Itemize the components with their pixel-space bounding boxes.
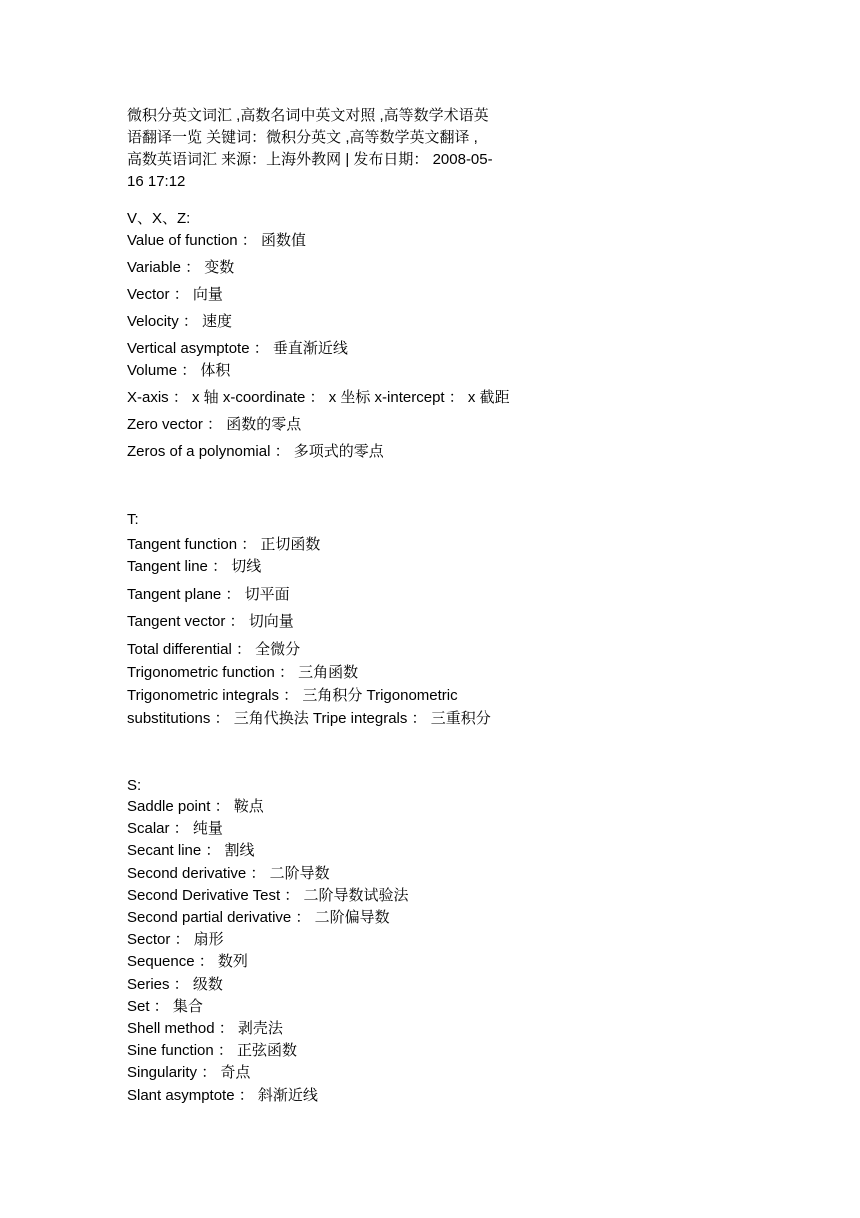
glossary-entry: Sine function ： 正弦函数 bbox=[127, 1042, 298, 1059]
glossary-entry: Second partial derivative ： 二阶偏导数 bbox=[127, 909, 390, 926]
glossary-entry: Slant asymptote ： 斜渐近线 bbox=[127, 1087, 318, 1104]
header-line: 微积分英文词汇 ,高数名词中英文对照 ,高等数学术语英 bbox=[127, 107, 489, 124]
glossary-entry: Zero vector ： 函数的零点 bbox=[127, 416, 302, 433]
glossary-entry: Vector ： 向量 bbox=[127, 286, 223, 303]
glossary-entry: Singularity ： 奇点 bbox=[127, 1064, 251, 1081]
glossary-entry: Tangent vector ： 切向量 bbox=[127, 613, 294, 630]
glossary-entry: Series ： 级数 bbox=[127, 976, 223, 993]
glossary-entry: Tangent plane ： 切平面 bbox=[127, 586, 290, 603]
glossary-entry: Shell method ： 剥壳法 bbox=[127, 1020, 283, 1037]
glossary-entry: Variable ： 变数 bbox=[127, 259, 235, 276]
header-line: 16 17:12 bbox=[127, 173, 186, 190]
glossary-entry: Secant line ： 割线 bbox=[127, 842, 255, 859]
glossary-entry: Trigonometric integrals ： 三角积分 Trigonometric bbox=[127, 687, 458, 704]
glossary-entry: Trigonometric function ： 三角函数 bbox=[127, 664, 359, 681]
section-heading-s: S: bbox=[127, 777, 142, 794]
glossary-entry: Saddle point ： 鞍点 bbox=[127, 798, 264, 815]
section-heading-t: T: bbox=[127, 511, 139, 528]
glossary-entry: X-axis ： x 轴 x-coordinate ： x 坐标 x-intercept ： x 截距 bbox=[127, 389, 510, 406]
glossary-entry: Velocity ： 速度 bbox=[127, 313, 233, 330]
glossary-entry: Sector ： 扇形 bbox=[127, 931, 224, 948]
glossary-entry: Set ： 集合 bbox=[127, 998, 203, 1015]
glossary-entry: substitutions ： 三角代换法 Tripe integrals ： 三重积分 bbox=[127, 710, 491, 727]
header-line: 高数英语词汇 来源：上海外教网 | 发布日期： 2008-05- bbox=[127, 151, 493, 168]
glossary-entry: Tangent line ： 切线 bbox=[127, 558, 262, 575]
glossary-entry: Second derivative ： 二阶导数 bbox=[127, 865, 330, 882]
glossary-entry: Vertical asymptote ： 垂直渐近线 bbox=[127, 340, 348, 357]
glossary-entry: Value of function ： 函数值 bbox=[127, 232, 306, 249]
glossary-entry: Second Derivative Test ： 二阶导数试验法 bbox=[127, 887, 409, 904]
section-heading-vxz: V、X、Z: bbox=[127, 210, 191, 227]
glossary-entry: Tangent function ： 正切函数 bbox=[127, 536, 321, 553]
glossary-entry: Total differential ： 全微分 bbox=[127, 641, 301, 658]
glossary-entry: Sequence ： 数列 bbox=[127, 953, 248, 970]
header-line: 语翻译一览 关键词：微积分英文 ,高等数学英文翻译 , bbox=[127, 129, 478, 146]
glossary-entry: Volume ： 体积 bbox=[127, 362, 231, 379]
article-header bbox=[127, 105, 557, 193]
glossary-entry: Scalar ： 纯量 bbox=[127, 820, 223, 837]
glossary-entry: Zeros of a polynomial ： 多项式的零点 bbox=[127, 443, 384, 460]
